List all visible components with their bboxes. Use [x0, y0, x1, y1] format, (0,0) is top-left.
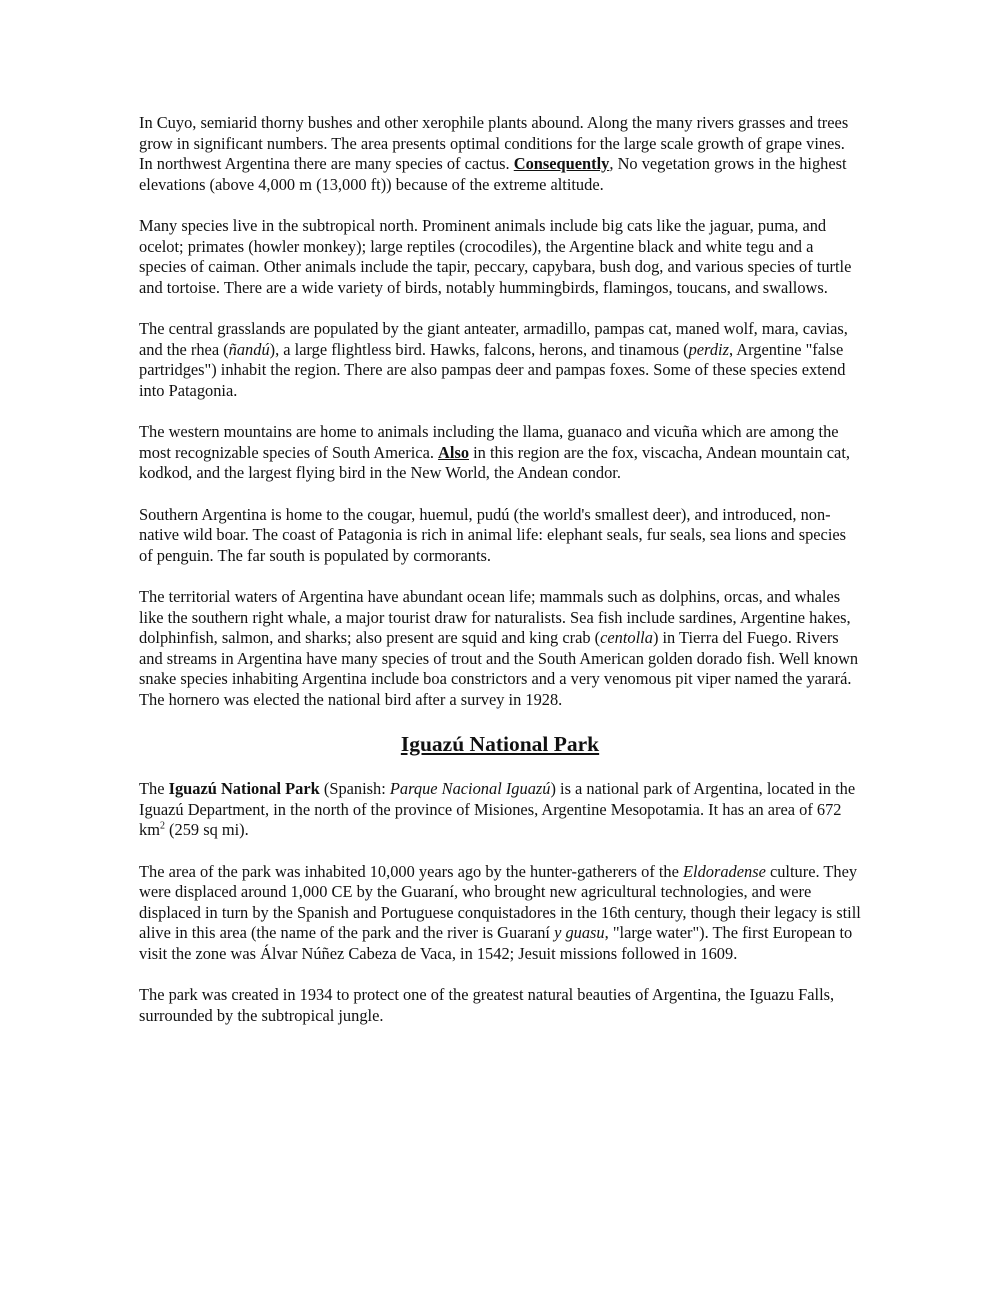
paragraph-park-history	[139, 862, 861, 965]
text-run: The western mountains are home to animals including the llama, guanaco and vicuña which are among the most recognizable species of South America.	[139, 422, 839, 462]
paragraph-southern-argentina: Southern Argentina is home to the cougar, huemul, pudú (the world's smallest deer), and introduced, non-native wild boar. The coast of Patagonia is rich in animal life: elephant seals, fur seals, sea lions and species of penguin. The far south is populated by cormorants.	[139, 504, 847, 565]
text-run: culture. They were displaced around 1,000 CE by the Guaraní, who brought new agricultural technologies, and were displaced in turn by the Spanish and Portuguese conquistadores in the 16th century, though their legacy is still alive in this area (the name of the park and the river is Guaraní	[139, 861, 861, 942]
text-run: , Argentine "false partridges") inhabit the region. There are also pampas deer and pampas foxes. Some of these species extend into Patagonia.	[139, 339, 846, 400]
paragraph-park-intro	[139, 779, 861, 841]
italic-term: Eldoradense	[683, 861, 766, 881]
paragraph-subtropical-north: Many species live in the subtropical north. Prominent animals include big cats like the jaguar, puma, and ocelot; primates (howler monkey); large reptiles (crocodiles), the Argentine black and white tegu and a species of caiman. Other animals include the tapir, peccary, capybara, bush dog, and various species of turtle and tortoise. There are a wide variety of birds, notably hummingbirds, flamingos, toucans, and swallows.	[139, 216, 852, 297]
text-run: ) is a national park of Argentina, located in the Iguazú Department, in the north of the province of Misiones, Argentine Mesopotamia. It has an area of 672 km	[139, 779, 856, 839]
section-heading: Iguazú National Park	[400, 732, 600, 756]
paragraph-territorial-waters	[139, 587, 861, 710]
text-run: , No vegetation grows in the highest elevations (above 4,000 m (13,000 ft)) because of the extreme altitude.	[139, 154, 847, 194]
text-run: (Spanish:	[319, 779, 390, 798]
emphasis-consequently: Consequently	[513, 154, 610, 173]
text-run: ) in Tierra del Fuego. Rivers and streams in Argentina have many species of trout and the South American golden dorado fish. Well known snake species inhabiting Argentina include boa constrictors and a very venomous pit viper named the yarará. The hornero was elected the national bird after a survey in 1928.	[139, 628, 859, 709]
text-run: (259 sq mi).	[164, 820, 249, 839]
text-run: The area of the park was inhabited 10,000 years ago by the hunter-gatherers of the	[139, 861, 683, 881]
paragraph-cuyo	[139, 113, 861, 195]
text-run: in this region are the fox, viscacha, Andean mountain cat, kodkod, and the largest flying bird in the New World, the Andean condor.	[139, 442, 850, 482]
document-body	[139, 113, 861, 1047]
italic-term: Parque Nacional Iguazú	[389, 779, 551, 798]
paragraph-western-mountains	[139, 422, 861, 484]
paragraph-park-created: The park was created in 1934 to protect one of the greatest natural beauties of Argentina, the Iguazu Falls, surrounded by the subtropical jungle.	[139, 985, 835, 1025]
text-run: The	[139, 779, 169, 798]
italic-term: perdiz	[688, 339, 729, 359]
emphasis-also: Also	[438, 442, 470, 462]
text-run: ), a large flightless bird. Hawks, falcons, herons, and tinamous (	[269, 339, 689, 359]
bold-term: Iguazú National Park	[168, 779, 320, 798]
text-run: The central grasslands are populated by the giant anteater, armadillo, pampas cat, maned wolf, mara, cavias, and the rhea (	[139, 319, 848, 359]
paragraph-central-grasslands	[139, 319, 861, 401]
text-run: In Cuyo, semiarid thorny bushes and other xerophile plants abound. Along the many rivers grasses and trees grow in significant numbers. The area presents optimal conditions for the large scale growth of grape vines. In northwest Argentina there are many species of cactus.	[139, 113, 849, 173]
italic-term: centolla	[600, 628, 653, 647]
italic-term: ñandú	[228, 339, 270, 359]
text-run: The territorial waters of Argentina have abundant ocean life; mammals such as dolphins, orcas, and whales like the southern right whale, a major tourist draw for naturalists. Sea fish include sardines, Argentine hakes, dolphinfish, salmon, and sharks; also present are squid and king crab (	[139, 587, 851, 647]
superscript: 2	[159, 820, 165, 832]
italic-term: y guasu	[554, 923, 605, 942]
text-run: , "large water"). The first European to visit the zone was Álvar Núñez Cabeza de Vaca, in 1542; Jesuit missions followed in 1609.	[139, 923, 853, 963]
